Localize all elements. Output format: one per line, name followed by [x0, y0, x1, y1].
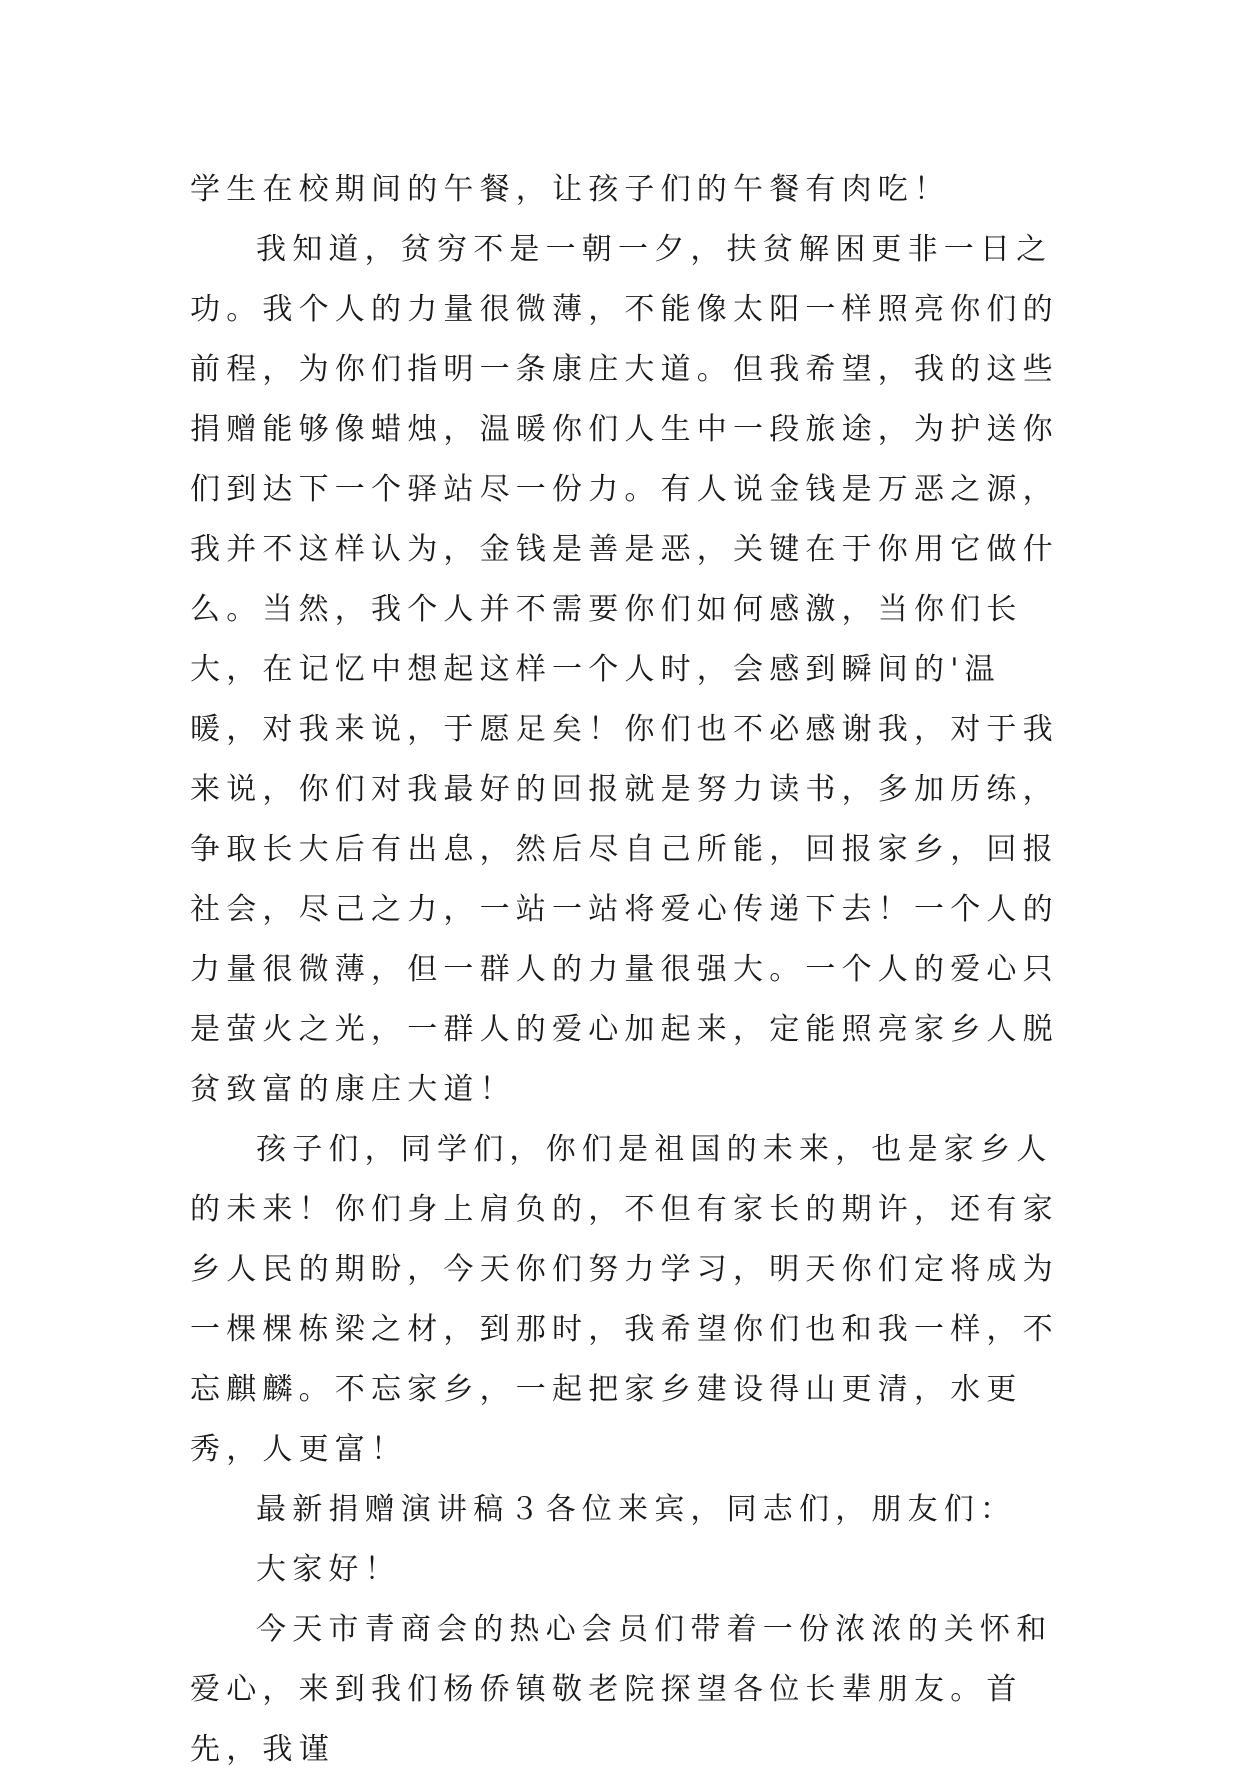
paragraph-6: 今天市青商会的热心会员们带着一份浓浓的关怀和爱心，来到我们杨侨镇敬老院探望各位长辈朋友。首先，我谨 [190, 1612, 1053, 1767]
paragraph-1: 学生在校期间的午餐，让孩子们的午餐有肉吃！ [190, 172, 951, 207]
paragraph-3: 孩子们，同学们，你们是祖国的未来，也是家乡人的未来！你们身上肩负的，不但有家长的期许，还有家乡人民的期盼，今天你们努力学习，明天你们定将成为一棵棵栋梁之材，到那时，我希望你们也和我一样，不忘麒麟。不忘家乡，一起把家乡建设得山更清，水更秀，人更富！ [190, 1132, 1059, 1467]
paragraph-2: 我知道，贫穷不是一朝一夕，扶贫解困更非一日之功。我个人的力量很微薄，不能像太阳一样照亮你们的前程，为你们指明一条康庄大道。但我希望，我的这些捐赠能够像蜡烛，温暖你们人生中一段旅途，为护送你们到达下一个驿站尽一份力。有人说金钱是万恶之源，我并不这样认为，金钱是善是恶，关键在于你用它做什么。当然，我个人并不需要你们如何感激，当你们长大，在记忆中想起这样一个人时，会感到瞬间的'温暖，对我来说，于愿足矣！你们也不必感谢我，对于我来说，你们对我最好的回报就是努力读书，多加历练，争取长大后有出息，然后尽自己所能，回报家乡，回报社会，尽己之力，一站一站将爱心传递下去！一个人的力量很微薄，但一群人的力量很强大。一个人的爱心只是萤火之光，一群人的爱心加起来，定能照亮家乡人脱贫致富的康庄大道！ [190, 232, 1059, 1107]
document-body [190, 160, 1070, 1780]
paragraph-4: 最新捐赠演讲稿３各位来宾，同志们，朋友们： [256, 1492, 1017, 1527]
paragraph-5: 大家好！ [256, 1552, 401, 1587]
